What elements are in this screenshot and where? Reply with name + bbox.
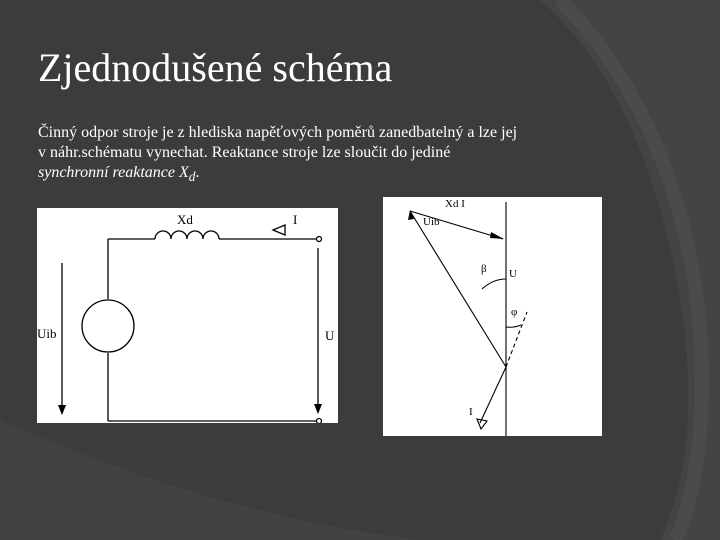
slide-title: Zjednodušené schéma [38, 45, 393, 90]
paragraph-line-2: v náhr.schématu vynechat. Reaktance stroje lze sloučit do jediné [38, 144, 451, 161]
circuit-diagram [37, 208, 338, 423]
beta-angle-arc [482, 279, 506, 289]
reactance-drop-label: Xd I [445, 198, 465, 210]
source-voltage-label: Uib [37, 326, 57, 341]
terminal-voltage-label: U [325, 328, 335, 343]
current-label: I [469, 406, 473, 418]
beta-label: β [481, 263, 487, 275]
source-voltage-label: Uib [423, 216, 440, 228]
current-phasor [480, 367, 506, 423]
slide-paragraph [38, 123, 688, 187]
terminal-top [317, 237, 322, 242]
paragraph-end: . [195, 164, 200, 181]
current-arrowhead [477, 419, 487, 429]
paragraph-line-3-italic: synchronní reaktance X [38, 164, 189, 181]
circuit-svg [37, 208, 338, 423]
phasor-svg [383, 197, 602, 436]
phasor-diagram [383, 197, 602, 436]
phi-reference-line [506, 312, 527, 367]
current-arrow [273, 225, 285, 235]
voltage-source-symbol [82, 300, 134, 352]
reactance-label: Xd [177, 212, 193, 227]
voltage-label: U [509, 268, 517, 280]
phi-angle-arc [506, 325, 521, 327]
paragraph-line-3 [38, 163, 688, 187]
paragraph-subscript: d [188, 169, 196, 185]
phi-label: φ [511, 306, 518, 318]
terminal-bottom [317, 419, 322, 424]
paragraph-line-1: Činný odpor stroje je z hlediska napěťových poměrů zanedbatelný a lze jej [38, 124, 518, 141]
current-label: I [293, 212, 298, 227]
inductor-coil [155, 231, 219, 239]
